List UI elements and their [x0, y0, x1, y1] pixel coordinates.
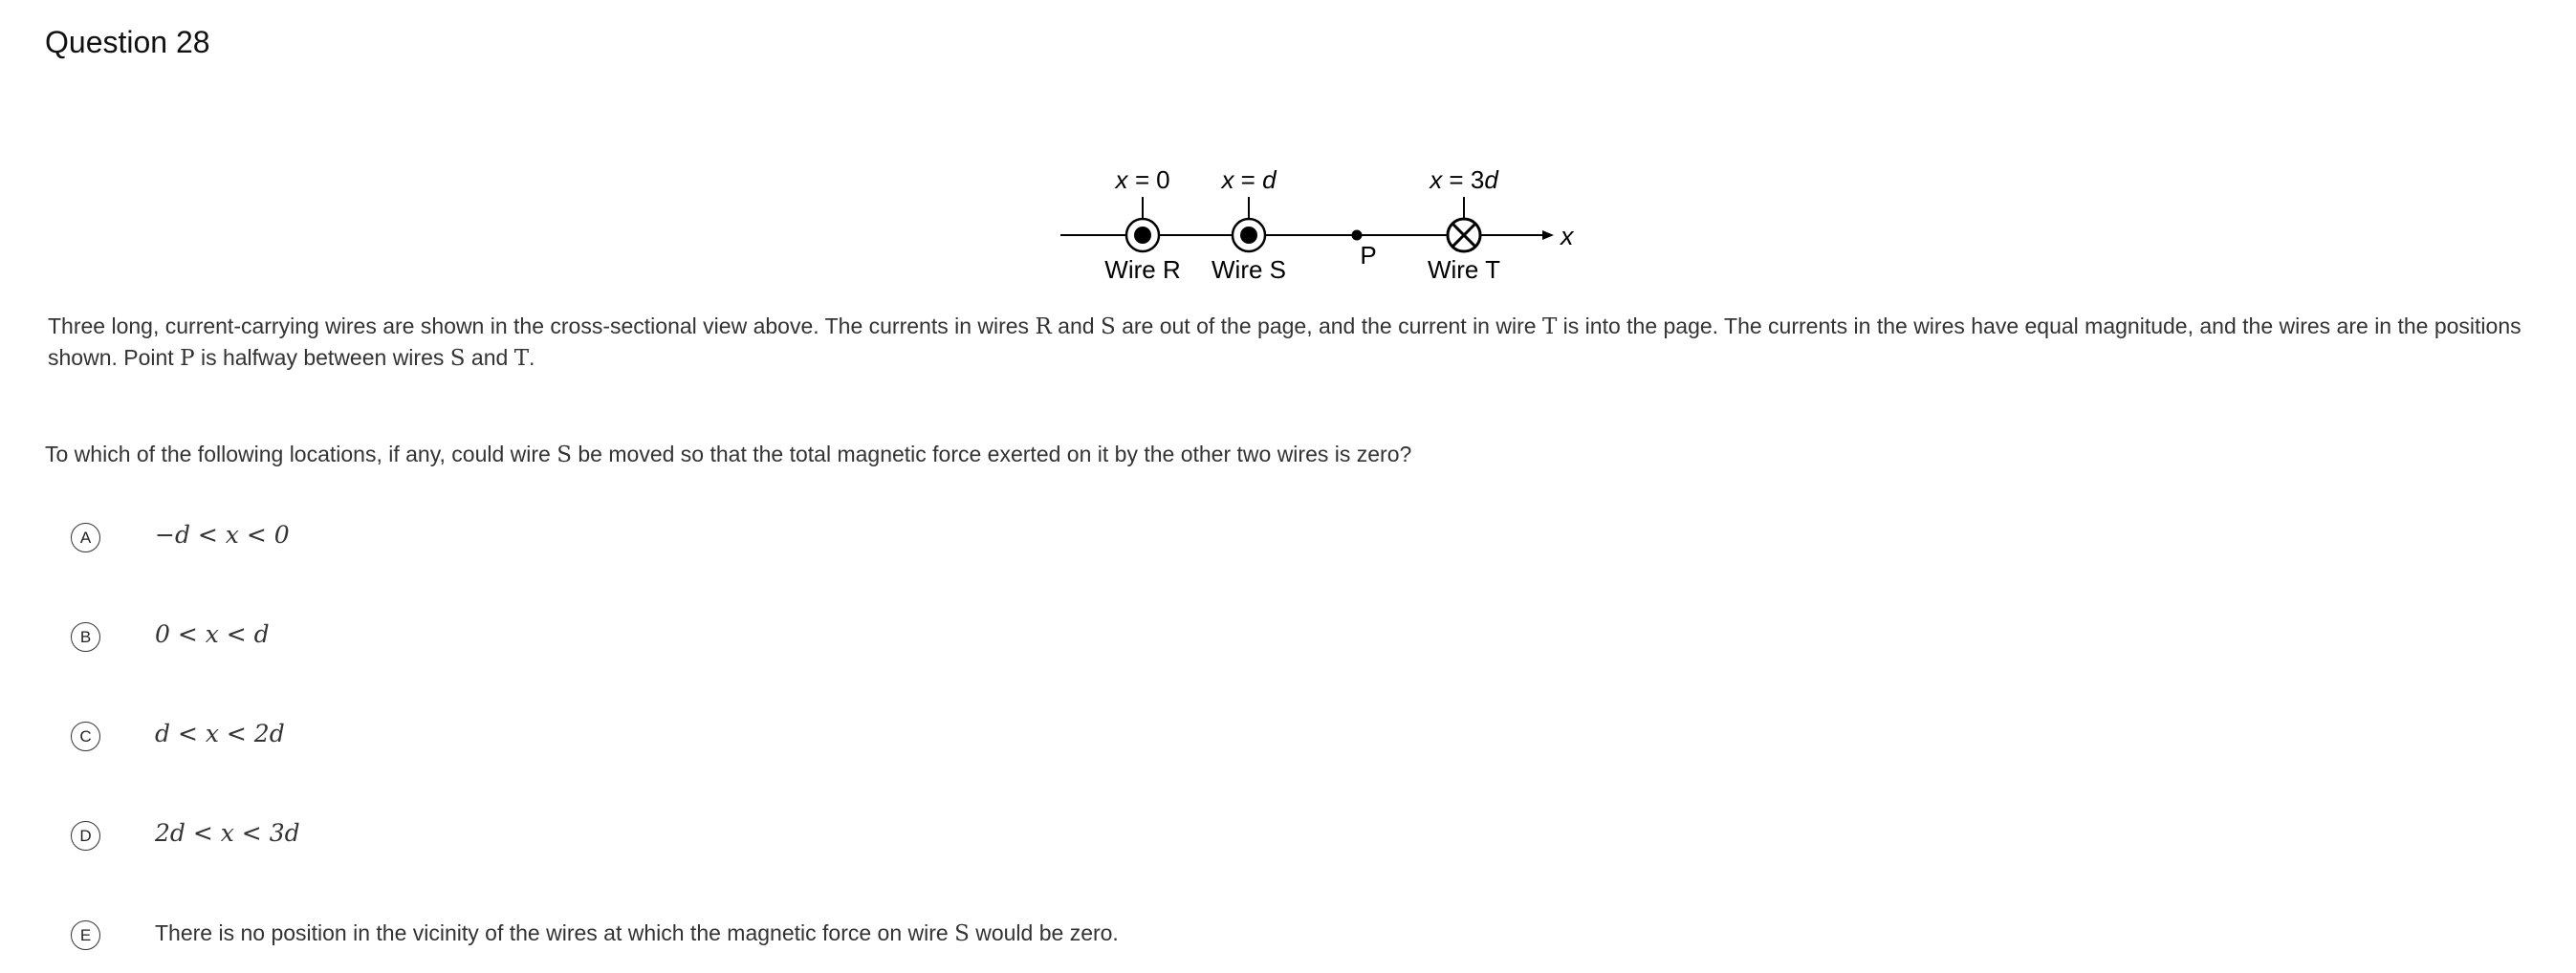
wire-s-name: Wire S [1212, 255, 1286, 284]
wire-r-name: Wire R [1104, 255, 1181, 284]
question-prompt: To which of the following locations, if any, could wire S be moved so that the total magnetic force exerted on it by the other two wires is zero? [45, 442, 1412, 467]
choice-b-letter-badge[interactable]: B [71, 622, 100, 652]
wire-t [1428, 165, 1500, 284]
choice-a-letter-badge[interactable]: A [71, 523, 100, 552]
choice-e-text: There is no position in the vicinity of the wires at which the magnetic force on wire S would be zero. [155, 920, 1119, 946]
wire-s-position-label: x = d [1221, 165, 1277, 194]
wire-s-out-of-page-dot-icon [1240, 227, 1257, 244]
wire-t-position-label: x = 3d [1430, 165, 1498, 194]
wire-s [1212, 165, 1286, 284]
question-stem: Three long, current-carrying wires are shown in the cross-sectional view above. The currents in wires R and S are out of the page, and the current in wire T is into the page. The currents in the wires have equal magnitude, and the wires are in the positions shown. Point P is halfway between wires S and T. [48, 314, 2521, 371]
choice-c-letter-badge[interactable]: C [71, 722, 100, 751]
wire-r-position-label: x = 0 [1115, 165, 1170, 194]
x-axis-arrowhead [1542, 230, 1554, 240]
point-p-label: P [1360, 241, 1377, 270]
choice-d-text: 2d < x < 3d [155, 819, 300, 847]
question-title: Question 28 [45, 25, 210, 59]
wire-t-name: Wire T [1427, 255, 1501, 284]
wire-r-out-of-page-dot-icon [1134, 227, 1151, 244]
wire-r [1104, 165, 1180, 284]
x-axis-label: x [1561, 222, 1574, 250]
choice-c-text: d < x < 2d [155, 720, 285, 747]
choice-e-letter-badge[interactable]: E [71, 920, 100, 950]
choice-d-letter-badge[interactable]: D [71, 821, 100, 851]
choice-a-text: −d < x < 0 [155, 521, 290, 549]
point-p-dot [1352, 230, 1363, 241]
choice-b-text: 0 < x < d [155, 620, 270, 648]
wire-diagram [1047, 153, 1583, 292]
